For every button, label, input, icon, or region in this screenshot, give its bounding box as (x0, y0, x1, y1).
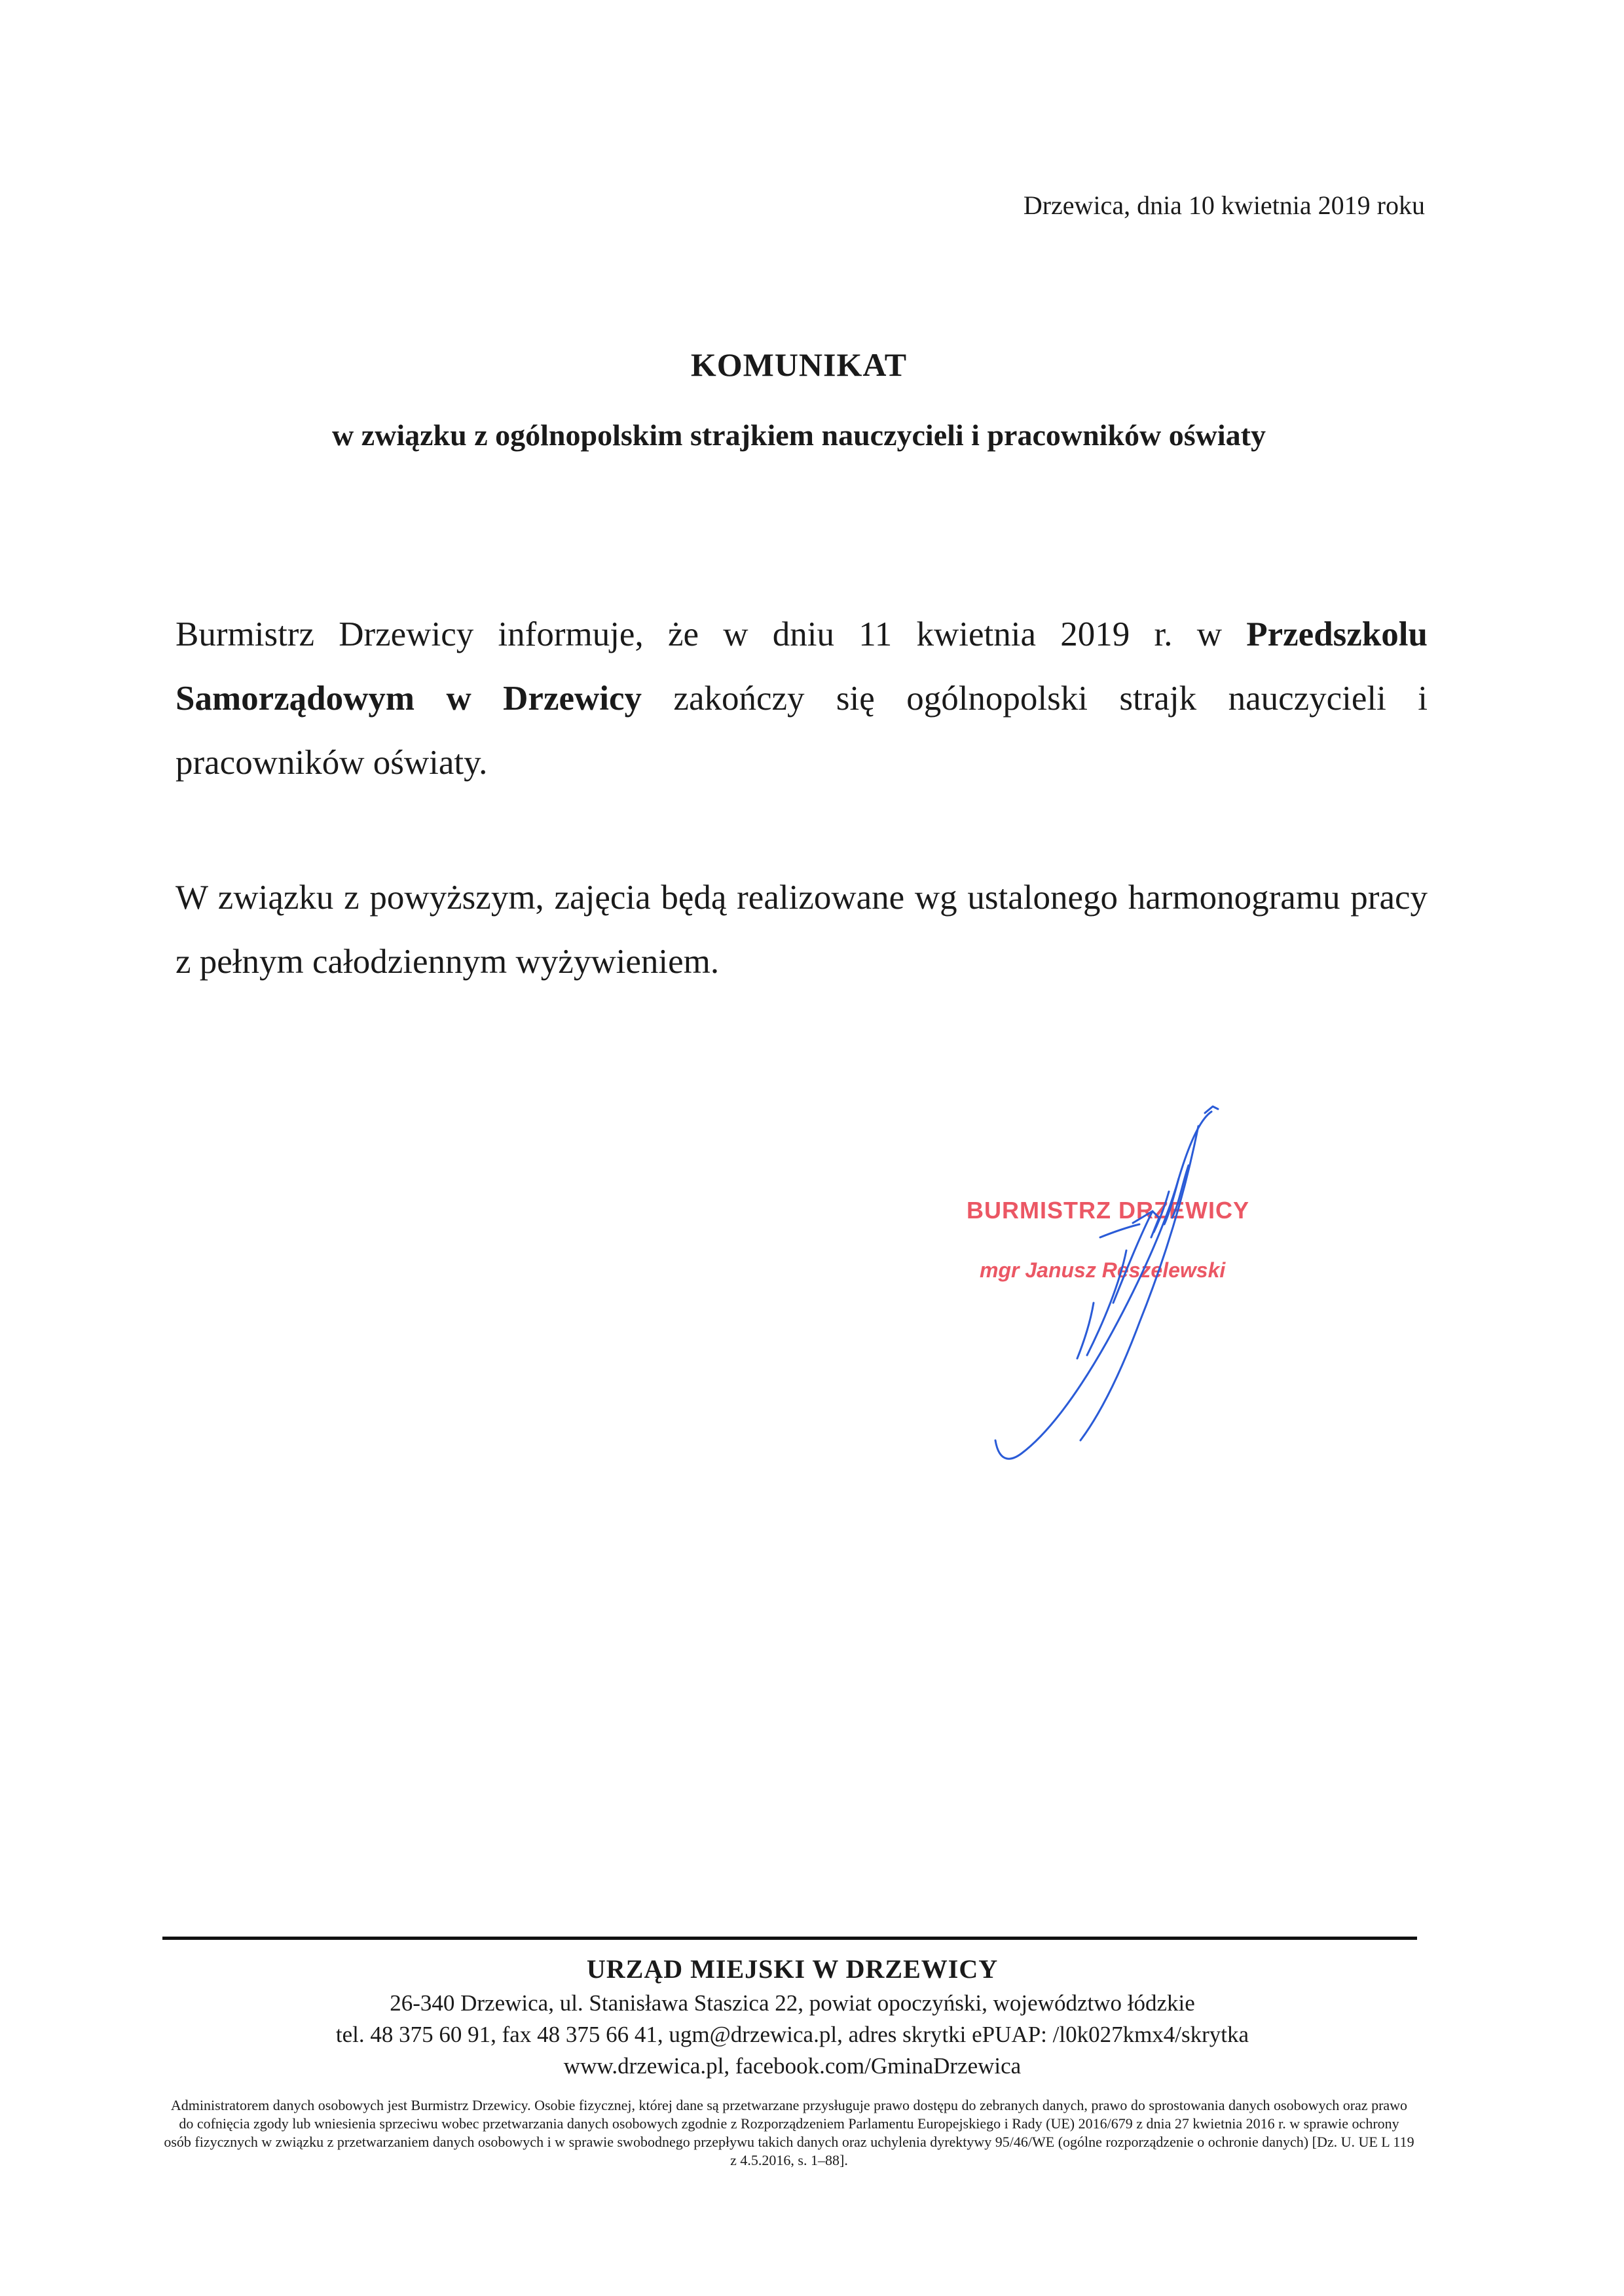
stamp-title: BURMISTRZ DRZEWICY (967, 1197, 1249, 1224)
paragraph-text: zakończy się ogólnopolski strajk nauczycieli i pracowników oświaty. (175, 680, 1428, 782)
paragraph-schedule: W związku z powyższym, zajęcia będą realizowane wg ustalonego harmonogramu pracy z pełnym całodziennym wyżywieniem. (175, 879, 1428, 981)
handwritten-signature (943, 1087, 1310, 1493)
footer-divider (162, 1937, 1417, 1940)
place-date: Drzewica, dnia 10 kwietnia 2019 roku (1023, 191, 1425, 220)
signature-block (943, 1087, 1310, 1493)
paragraph-text: Burmistrz Drzewicy informuje, że w dniu 11 kwietnia 2019 r. w (175, 615, 1247, 653)
footer-web: www.drzewica.pl, facebook.com/GminaDrzewica (563, 2053, 1022, 2079)
paragraph-bold-institution: Przedszkolu Samorządowym w Drzewicy (175, 615, 1428, 718)
document-title: KOMUNIKAT (690, 346, 908, 383)
footer-gdpr-notice: Administratorem danych osobowych jest Burmistrz Drzewicy. Osobie fizycznej, której dane są przetwarzane przysługuje prawo dostępu do zebranych danych, prawo do sprostowania danych osobowych oraz prawo do cofnięcia zgody lub wniesienia sprzeciwu wobec przetwarzania danych osobowych zgodnie z Rozporządzeniem Parlamentu Europejskiego i Rady (UE) 2016/679 z dnia 27 kwietnia 2016 r. w sprawie ochrony osób fizycznych w związku z przetwarzaniem danych osobowych i w sprawie swobodnego przepływu takich danych oraz uchylenia dyrektywy 95/46/WE (ogólne rozporządzenie o ochronie danych) [Dz. U. UE L 119 z 4.5.2016, s. 1–88]. (164, 2097, 1414, 2168)
footer-contact: tel. 48 375 60 91, fax 48 375 66 41, ugm@drzewica.pl, adres skrytki ePUAP: /l0k027kmx4/skrytka (335, 2022, 1249, 2047)
footer-organization: URZĄD MIEJSKI W DRZEWICY (586, 1954, 999, 1984)
document-subtitle: w związku z ogólnopolskim strajkiem nauczycieli i pracowników oświaty (332, 418, 1266, 452)
paragraph-announcement (175, 602, 1428, 795)
footer-address: 26-340 Drzewica, ul. Stanisława Staszica 22, powiat opoczyński, województwo łódzkie (390, 1990, 1195, 2016)
stamp-name: mgr Janusz Reszelewski (980, 1258, 1226, 1282)
